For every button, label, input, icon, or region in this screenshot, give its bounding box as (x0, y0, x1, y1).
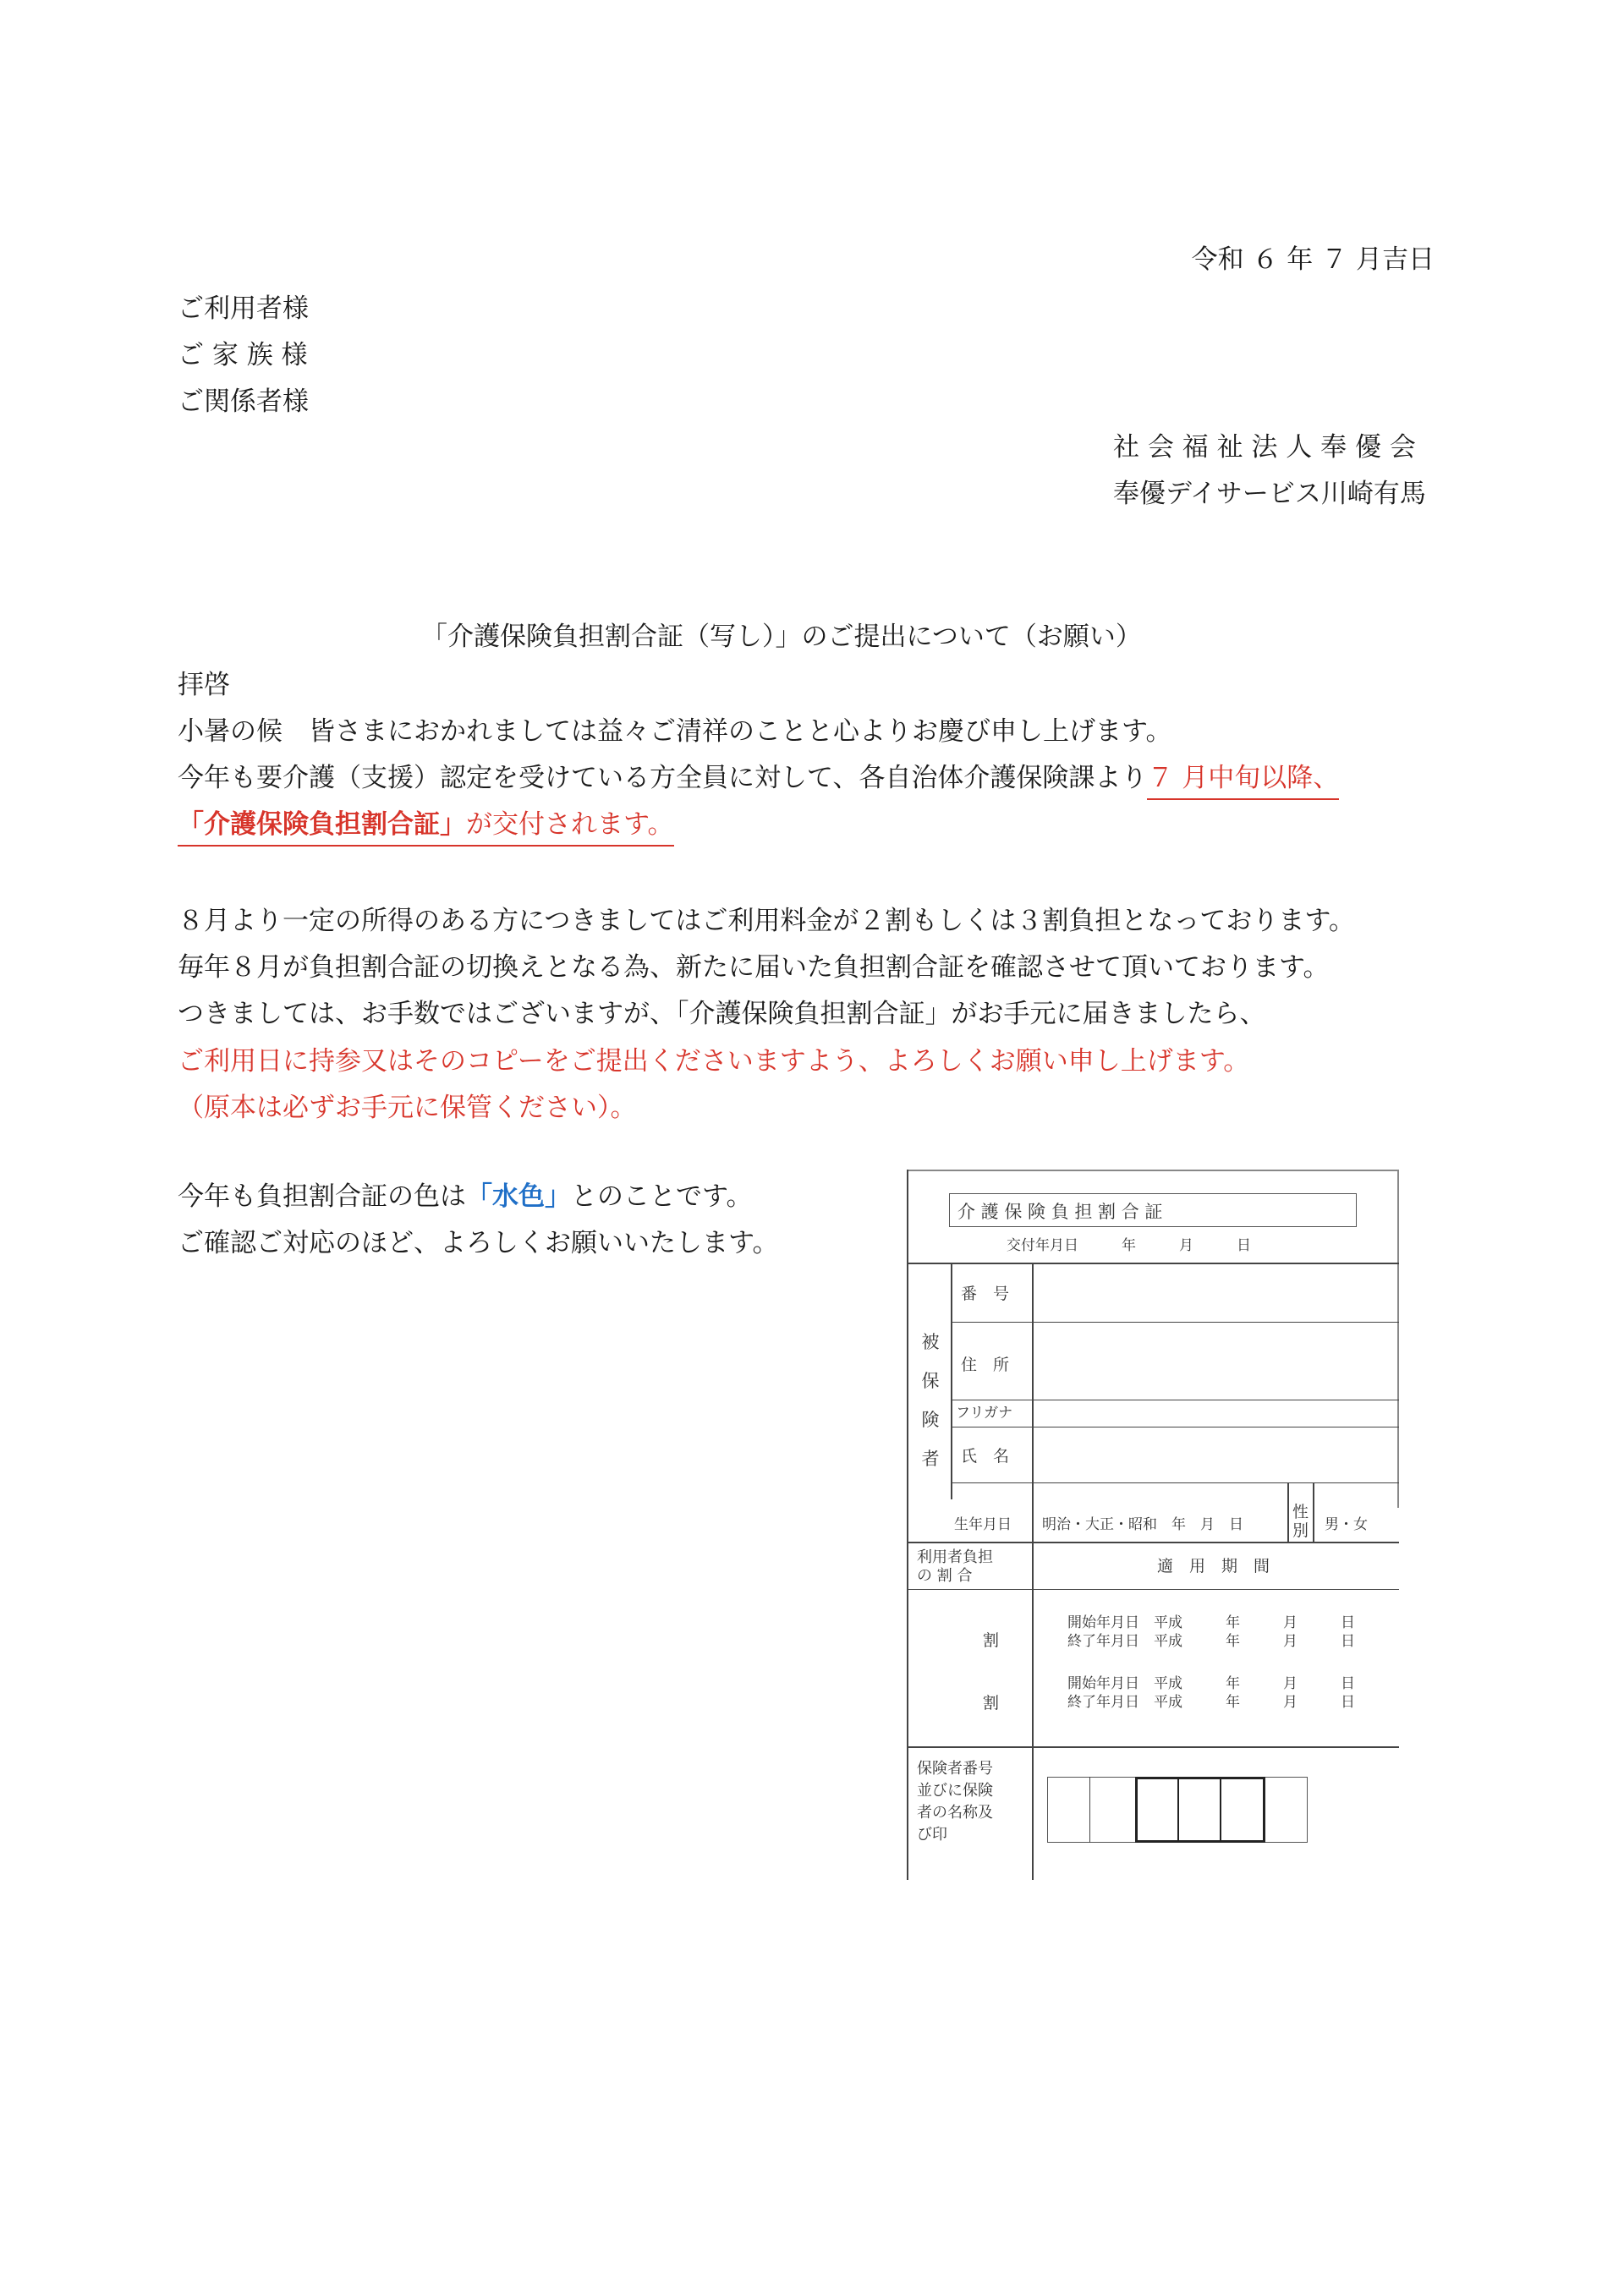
sender-organization: 社 会 福 祉 法 人 奉 優 会 (1113, 432, 1416, 463)
greeting: 拝啓 (178, 670, 230, 700)
card-sex-value: 男・女 (1325, 1516, 1368, 1533)
card-insurer-label-1: 保険者番号 (917, 1760, 993, 1778)
body-paragraph-7-note: （原本は必ずお手元に保管ください）。 (178, 1093, 637, 1123)
card-start-1: 開始年月日 平成 年 月 日 (1067, 1614, 1355, 1631)
body-paragraph-1: 小暑の候 皆さまにおかれましては益々ご清祥のことと心よりお慶び申し上げます。 (178, 716, 1172, 747)
issue-notice-text: が交付されます。 (466, 809, 674, 840)
card-sex-label-1: 性 (1292, 1503, 1309, 1521)
card-color-highlight: 「水色」 (466, 1181, 571, 1212)
card-start-2: 開始年月日 平成 年 月 日 (1067, 1675, 1355, 1692)
card-ratio-1: 割 (983, 1631, 1000, 1650)
body-paragraph-4: 毎年８月が負担割合証の切換えとなる為、新たに届いた負担割合証を確認させて頂いております。 (178, 952, 1330, 983)
letter-date: 令和 ６ 年 ７ 月吉日 (1191, 244, 1435, 275)
body-paragraph-2 (178, 765, 1339, 792)
color-sentence-c: とのことです。 (571, 1181, 753, 1212)
card-issue-date: 交付年月日 年 月 日 (1007, 1237, 1251, 1254)
sample-burden-ratio-card (907, 1170, 1399, 1880)
recipient-related: ご関係者様 (178, 386, 309, 417)
card-birthdate-label: 生年月日 (954, 1516, 1012, 1533)
card-insurer-label-4: び印 (917, 1826, 947, 1844)
insured-label-1: 被 (921, 1332, 940, 1352)
card-name-label: 氏 名 (961, 1447, 1010, 1466)
insured-label-4: 者 (921, 1449, 940, 1469)
body-paragraph-9: ご確認ご対応のほど、よろしくお願いいたします。 (178, 1228, 779, 1258)
issue-timing-highlight: ７ 月中旬以降、 (1147, 763, 1339, 800)
insured-label-3: 険 (921, 1410, 940, 1430)
body-paragraph-8 (178, 1181, 753, 1212)
card-number-label: 番 号 (961, 1285, 1010, 1303)
card-ratio-2: 割 (983, 1694, 1000, 1712)
sender-facility: 奉優デイサービス川崎有馬 (1113, 479, 1426, 509)
card-name-bold: 「介護保険負担割合証」 (178, 809, 466, 840)
card-ratio-label-1: 利用者負担 (917, 1548, 993, 1566)
card-address-label: 住 所 (961, 1356, 1010, 1374)
insurer-number-highlight (1135, 1777, 1265, 1843)
card-birth-era: 明治・大正・昭和 年 月 日 (1042, 1516, 1243, 1533)
issue-notice-highlight (178, 809, 674, 847)
body-paragraph-5: つきましては、お手数ではございますが、「介護保険負担割合証」がお手元に届きましたら、 (178, 999, 1266, 1029)
body-paragraph-6-request: ご利用日に持参又はそのコピーをご提出くださいますよう、よろしくお願い申し上げます。 (178, 1046, 1250, 1077)
body-paragraph-2-cont (178, 809, 674, 840)
insured-label-2: 保 (921, 1371, 940, 1391)
recipient-users: ご利用者様 (178, 293, 309, 324)
recipient-family: ご 家 族 様 (178, 340, 308, 370)
card-furigana-label: フリガナ (956, 1405, 1013, 1422)
card-insurer-label-2: 並びに保険 (917, 1782, 993, 1800)
letter-title: 「介護保険負担割合証（写し）」のご提出について（お願い） (421, 622, 1142, 652)
card-period-label: 適 用 期 間 (1157, 1557, 1270, 1575)
body-paragraph-3: ８月より一定の所得のある方につきましてはご利用料金が２割もしくは３割負担となっております。 (178, 906, 1355, 936)
color-sentence-a: 今年も負担割合証の色は (178, 1181, 466, 1212)
card-end-2: 終了年月日 平成 年 月 日 (1067, 1694, 1355, 1711)
card-end-1: 終了年月日 平成 年 月 日 (1067, 1633, 1355, 1650)
card-insurer-label-3: 者の名称及 (917, 1804, 993, 1822)
card-ratio-label-2: の 割 合 (917, 1567, 973, 1585)
body-paragraph-2-text: 今年も要介護（支援）認定を受けている方全員に対して、各自治体介護保険課より (178, 763, 1148, 793)
card-sex-label-2: 別 (1292, 1521, 1309, 1540)
card-title: 介 護 保 険 負 担 割 合 証 (957, 1202, 1163, 1222)
